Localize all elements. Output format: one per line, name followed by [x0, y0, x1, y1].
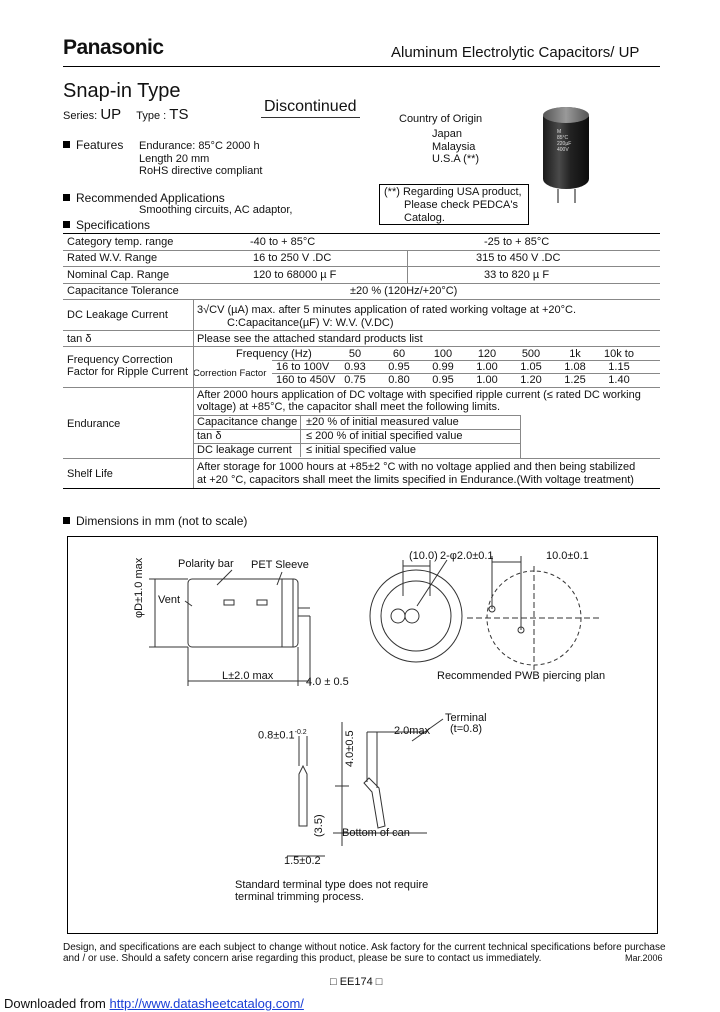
- dimensions-heading: Dimensions in mm (not to scale): [63, 514, 247, 528]
- correction-value: 1.20: [520, 374, 542, 386]
- freq-value: 500: [521, 348, 541, 360]
- terminal-thickness-label: (t=0.8): [450, 723, 483, 735]
- terminal-dim-label: 4.0±0.5: [344, 730, 356, 767]
- endurance-limit: ≤ initial specified value: [306, 444, 416, 456]
- endurance-item: Capacitance change: [197, 416, 298, 428]
- capacitor-lead: [574, 189, 576, 203]
- correction-value: 1.05: [520, 361, 542, 373]
- spec-label: Endurance: [67, 418, 121, 430]
- lead-length-label: 4.0 ± 0.5: [306, 676, 349, 688]
- correction-value: 0.99: [432, 361, 454, 373]
- voltage-range: 160 to 450V: [276, 374, 336, 386]
- correction-value: 0.95: [432, 374, 454, 386]
- freq-value: 1k: [569, 348, 581, 360]
- spec-label: Nominal Cap. Range: [67, 269, 170, 281]
- feature-line: RoHS directive compliant: [139, 165, 263, 177]
- bullet-square-icon: [63, 517, 70, 524]
- top-dim-label: 10.0±0.1: [546, 550, 589, 562]
- country-list: [432, 128, 479, 166]
- type-value: TS: [169, 106, 189, 123]
- applications-text: Smoothing circuits, AC adaptor,: [139, 204, 293, 216]
- shelf-life-text: After storage for 1000 hours at +85±2 °C with no voltage applied and then being stabilized: [197, 461, 636, 473]
- country-item: Japan: [432, 128, 462, 140]
- terminal-dim-label: $0.8\pm 0.1^{-0.2}$: [258, 729, 307, 742]
- vent-slot: [257, 600, 267, 605]
- terminal-side: [364, 778, 385, 828]
- length-label: L±2.0 max: [222, 670, 274, 682]
- polarity-bar-label: Polarity bar: [178, 558, 234, 570]
- endurance-item: DC leakage current: [197, 444, 292, 456]
- correction-value: 0.80: [388, 374, 410, 386]
- spec-value: -40 to + 85°C: [250, 236, 316, 248]
- terminal-dim-label: 1.5±0.2: [284, 855, 321, 867]
- freq-value: 10k to: [604, 348, 634, 360]
- country-item: Malaysia: [432, 140, 476, 153]
- freq-value: 100: [433, 348, 453, 360]
- correction-factor-label: Correction Factor: [193, 368, 267, 379]
- pet-sleeve-label: PET Sleeve: [251, 559, 309, 571]
- spec-label: Factor for Ripple Current: [67, 366, 189, 378]
- features-list: [139, 140, 263, 178]
- dimension-drawing: [67, 536, 656, 932]
- vent-label: Vent: [158, 594, 181, 606]
- voltage-range: 16 to 100V: [276, 361, 330, 373]
- spec-value: 16 to 250 V .DC: [253, 252, 332, 264]
- correction-value: 1.15: [608, 361, 630, 373]
- bullet-square-icon: [63, 141, 70, 148]
- spec-label: Category temp. range: [67, 236, 174, 248]
- spec-value: -25 to + 85°C: [484, 236, 550, 248]
- bullet-square-icon: [63, 194, 70, 201]
- terminal-note: terminal trimming process.: [235, 891, 364, 903]
- correction-value: 0.93: [344, 361, 366, 373]
- type-label: Type :: [136, 110, 167, 122]
- freq-value: 120: [477, 348, 497, 360]
- footer-date: Mar.2006: [625, 953, 663, 963]
- spec-label: tan δ: [67, 333, 92, 345]
- freq-value: 50: [348, 348, 362, 360]
- endurance-item: tan δ: [197, 430, 222, 442]
- terminal-front: [299, 766, 307, 826]
- top-view-circle: [370, 570, 462, 662]
- country-item: U.S.A (**): [432, 153, 480, 165]
- diameter-label: φD±1.0 max: [133, 557, 145, 618]
- feature-line: Length 20 mm: [139, 152, 210, 165]
- top-dim-label: 2-φ2.0±0.1: [440, 550, 494, 562]
- capacitor-photo: M 85°C 220µF 400V: [543, 107, 589, 189]
- bullet-square-icon: [63, 221, 70, 228]
- terminal-note: Standard terminal type does not require: [235, 879, 429, 891]
- usa-note-box: (**) Regarding USA product, Please check PEDCA's Catalog.: [379, 184, 529, 225]
- spec-label: Rated W.V. Range: [67, 252, 158, 264]
- spec-label: Capacitance Tolerance: [67, 285, 179, 297]
- capacitor-lead: [557, 189, 559, 203]
- correction-value: 1.00: [476, 374, 498, 386]
- spec-value: 315 to 450 V .DC: [476, 252, 561, 264]
- endurance-text: After 2000 hours application of DC voltage with specified ripple current (≤ rated DC working: [197, 389, 641, 401]
- applications-heading: Recommended Applications: [63, 191, 225, 205]
- brand-logo: Panasonic: [63, 36, 164, 59]
- freq-value: 60: [392, 348, 406, 360]
- series-label: Series:: [63, 110, 98, 122]
- feature-line: Endurance: 85°C 2000 h: [139, 140, 260, 152]
- correction-value: 1.25: [564, 374, 586, 386]
- downloaded-from: Downloaded from http://www.datasheetcatalog.com/: [4, 996, 304, 1011]
- spec-value: ±20 % (120Hz/+20°C): [350, 285, 458, 297]
- endurance-text: voltage) at +85°C, the capacitor shall meet the following limits.: [197, 401, 501, 413]
- pwb-plan-label: Recommended PWB piercing plan: [437, 670, 606, 682]
- spec-label: Frequency Correction: [67, 354, 173, 366]
- header-rule: [63, 66, 660, 67]
- specifications-heading: Specifications: [63, 218, 150, 232]
- country-of-origin-heading: Country of Origin: [399, 113, 483, 125]
- page-number: □ EE174 □: [330, 976, 383, 988]
- footer-disclaimer: Design, and specifications are each subject to change without notice. Ask factory for the current technical specifications before purchase and / or use. Should a safety concern arise regarding this product, please be sure to contact us immediately.: [63, 942, 666, 964]
- freq-header: Frequency (Hz): [236, 348, 312, 360]
- spec-value: 3√CV (µA) max. after 5 minutes application of rated working voltage at +20°C.: [197, 304, 577, 316]
- vent-slot: [224, 600, 234, 605]
- document-title: Aluminum Electrolytic Capacitors/ UP: [391, 44, 640, 61]
- terminal-label: Terminal: [445, 712, 487, 724]
- spec-top-rule: [63, 233, 660, 234]
- endurance-limit: ≤ 200 % of initial specified value: [306, 430, 463, 442]
- spec-label: Shelf Life: [67, 468, 113, 480]
- series-line: [63, 106, 188, 123]
- shelf-life-text: at +20 °C, capacitors shall meet the limits specified in Endurance.(With voltage treatment): [197, 474, 634, 486]
- spec-label: DC Leakage Current: [67, 309, 168, 321]
- terminal-dim-label: 2.0max: [394, 725, 431, 737]
- correction-value: 1.00: [476, 361, 498, 373]
- top-dim-label: (10.0): [409, 550, 438, 562]
- series-value: UP: [100, 106, 122, 123]
- correction-value: 0.75: [344, 374, 366, 386]
- correction-value: 1.08: [564, 361, 586, 373]
- download-source-link[interactable]: http://www.datasheetcatalog.com/: [109, 996, 304, 1011]
- endurance-limit: ±20 % of initial measured value: [306, 416, 459, 428]
- correction-value: 0.95: [388, 361, 410, 373]
- discontinued-stamp: Discontinued: [261, 98, 360, 118]
- bottom-of-can-label: Bottom of can: [342, 827, 410, 839]
- spec-value: C:Capacitance(µF) V: W.V. (V.DC): [227, 317, 394, 329]
- terminal-dim-label: (3.5): [313, 814, 325, 837]
- spec-value: 120 to 68000 µ F: [253, 269, 337, 281]
- correction-value: 1.40: [608, 374, 630, 386]
- spec-value: Please see the attached standard products list: [197, 333, 423, 345]
- spec-value: 33 to 820 µ F: [484, 269, 550, 281]
- features-heading: Features: [63, 138, 123, 152]
- product-type-title: Snap-in Type: [63, 80, 181, 102]
